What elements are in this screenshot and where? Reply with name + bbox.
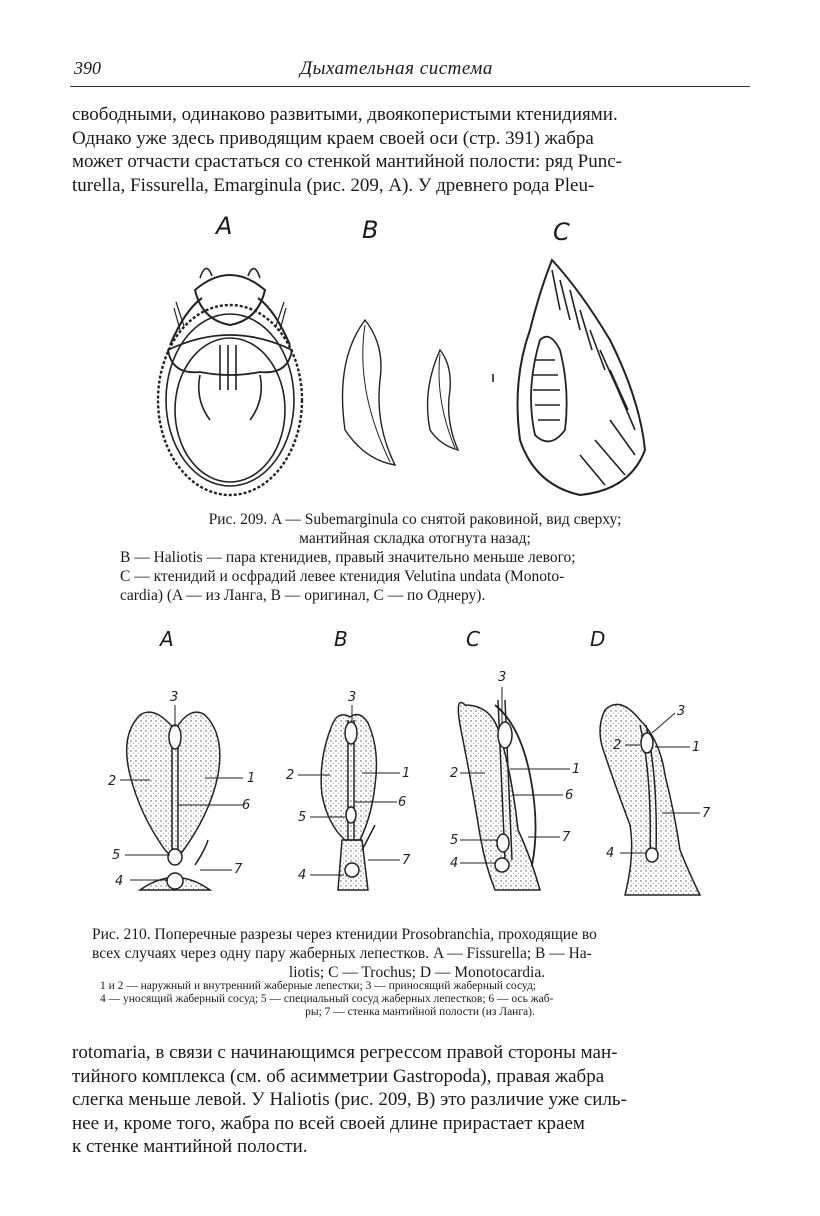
caption-line: B — Haliotis — пара ктенидиев, правый значительно меньше левого; bbox=[120, 549, 576, 566]
svg-text:5: 5 bbox=[298, 810, 307, 825]
svg-text:1: 1 bbox=[402, 766, 411, 781]
paragraph-bottom bbox=[72, 1041, 736, 1159]
svg-text:3: 3 bbox=[498, 670, 507, 685]
svg-text:5: 5 bbox=[112, 848, 121, 863]
svg-text:2: 2 bbox=[108, 774, 117, 789]
page-number: 390 bbox=[74, 58, 101, 78]
fig209-c-drawing bbox=[518, 260, 645, 495]
figure-210-illustration bbox=[100, 665, 730, 910]
text-line: rotomaria, в связи с начинающимся регрессом правой стороны ман- bbox=[72, 1042, 618, 1063]
svg-text:1: 1 bbox=[247, 771, 256, 786]
svg-text:7: 7 bbox=[562, 830, 571, 845]
caption-line: Рис. 209. A — Subemarginula со снятой раковиной, вид сверху; bbox=[208, 511, 622, 528]
svg-text:4: 4 bbox=[115, 874, 124, 889]
fig210-letter-c: C bbox=[466, 627, 480, 651]
figure-210-caption bbox=[92, 925, 742, 982]
paragraph-top bbox=[72, 103, 754, 197]
legend-line: 4 — уносящий жаберный сосуд; 5 — специальный сосуд жаберных лепестков; 6 — ось жаб- bbox=[100, 993, 554, 1005]
fig209-letter-b: B bbox=[362, 216, 379, 244]
svg-text:6: 6 bbox=[242, 798, 251, 813]
text-line: тийного комплекса (см. об асимметрии Gastropoda), правая жабра bbox=[72, 1065, 605, 1087]
text-line: может отчасти срастаться со стенкой мантийной полости: ряд Punc- bbox=[72, 151, 622, 172]
fig210-letter-d: D bbox=[590, 627, 606, 651]
svg-text:3: 3 bbox=[348, 690, 357, 705]
svg-text:3: 3 bbox=[677, 704, 686, 719]
caption-line: cardia) (A — из Ланга, B — оригинал, C — по Однеру). bbox=[120, 587, 486, 604]
svg-text:2: 2 bbox=[450, 766, 459, 781]
fig210-letter-b: B bbox=[334, 627, 348, 651]
svg-text:5: 5 bbox=[450, 833, 459, 848]
caption-line: мантийная складка отогнута назад; bbox=[299, 530, 531, 547]
fig209-a-drawing bbox=[158, 268, 302, 495]
svg-text:6: 6 bbox=[398, 795, 407, 810]
fig210-d-drawing bbox=[600, 704, 700, 895]
text-line: свободными, одинаково развитыми, двоякоперистыми ктенидиями. bbox=[72, 104, 618, 125]
svg-text:7: 7 bbox=[234, 862, 243, 877]
svg-text:4: 4 bbox=[450, 856, 459, 871]
header-rule bbox=[70, 86, 750, 87]
figure-209-illustration bbox=[140, 250, 700, 505]
text-line: Однако уже здесь приводящим краем своей оси (стр. 391) жабра bbox=[72, 127, 594, 149]
fig209-letter-c: C bbox=[553, 218, 570, 246]
svg-text:6: 6 bbox=[565, 788, 574, 803]
svg-text:4: 4 bbox=[606, 846, 615, 861]
fig209-letter-a: A bbox=[216, 212, 233, 240]
svg-text:7: 7 bbox=[402, 853, 411, 868]
svg-text:1: 1 bbox=[572, 762, 581, 777]
figure-210-legend bbox=[100, 980, 740, 1019]
text-line: turella, Fissurella, Emarginula (рис. 209, A). У древнего рода Pleu- bbox=[72, 174, 595, 196]
fig210-letter-a: A bbox=[160, 627, 174, 651]
svg-text:2: 2 bbox=[286, 768, 295, 783]
caption-line: Рис. 210. Поперечные разрезы через ктенидии Prosobranchia, проходящие во bbox=[92, 926, 597, 943]
fig210-a-drawing bbox=[127, 712, 220, 890]
legend-line: ры; 7 — стенка мантийной полости (из Ланга). bbox=[305, 1006, 535, 1018]
text-line: нее и, кроме того, жабра по всей своей длине прирастает краем bbox=[72, 1112, 585, 1134]
svg-text:3: 3 bbox=[170, 690, 179, 705]
running-title: Дыхательная система bbox=[300, 58, 493, 79]
caption-line: liotis; C — Trochus; D — Monotocardia. bbox=[288, 964, 546, 981]
svg-text:2: 2 bbox=[613, 738, 622, 753]
svg-text:7: 7 bbox=[702, 806, 711, 821]
caption-line: всех случаях через одну пару жаберных лепестков. A — Fissurella; B — Ha- bbox=[92, 945, 592, 962]
text-line: к стенке мантийной полости. bbox=[72, 1136, 308, 1157]
caption-line: C — ктенидий и осфрадий левее ктенидия Velutina undata (Monoto- bbox=[120, 568, 565, 585]
fig209-b-drawing bbox=[343, 320, 459, 465]
text-line: слегка меньше левой. У Haliotis (рис. 209, B) это различие уже силь- bbox=[72, 1089, 627, 1110]
svg-text:4: 4 bbox=[298, 868, 307, 883]
legend-line: 1 и 2 — наружный и внутренний жаберные лепестки; 3 — приносящий жаберный сосуд; bbox=[100, 980, 536, 992]
svg-text:1: 1 bbox=[692, 740, 701, 755]
figure-209-caption bbox=[120, 510, 710, 605]
